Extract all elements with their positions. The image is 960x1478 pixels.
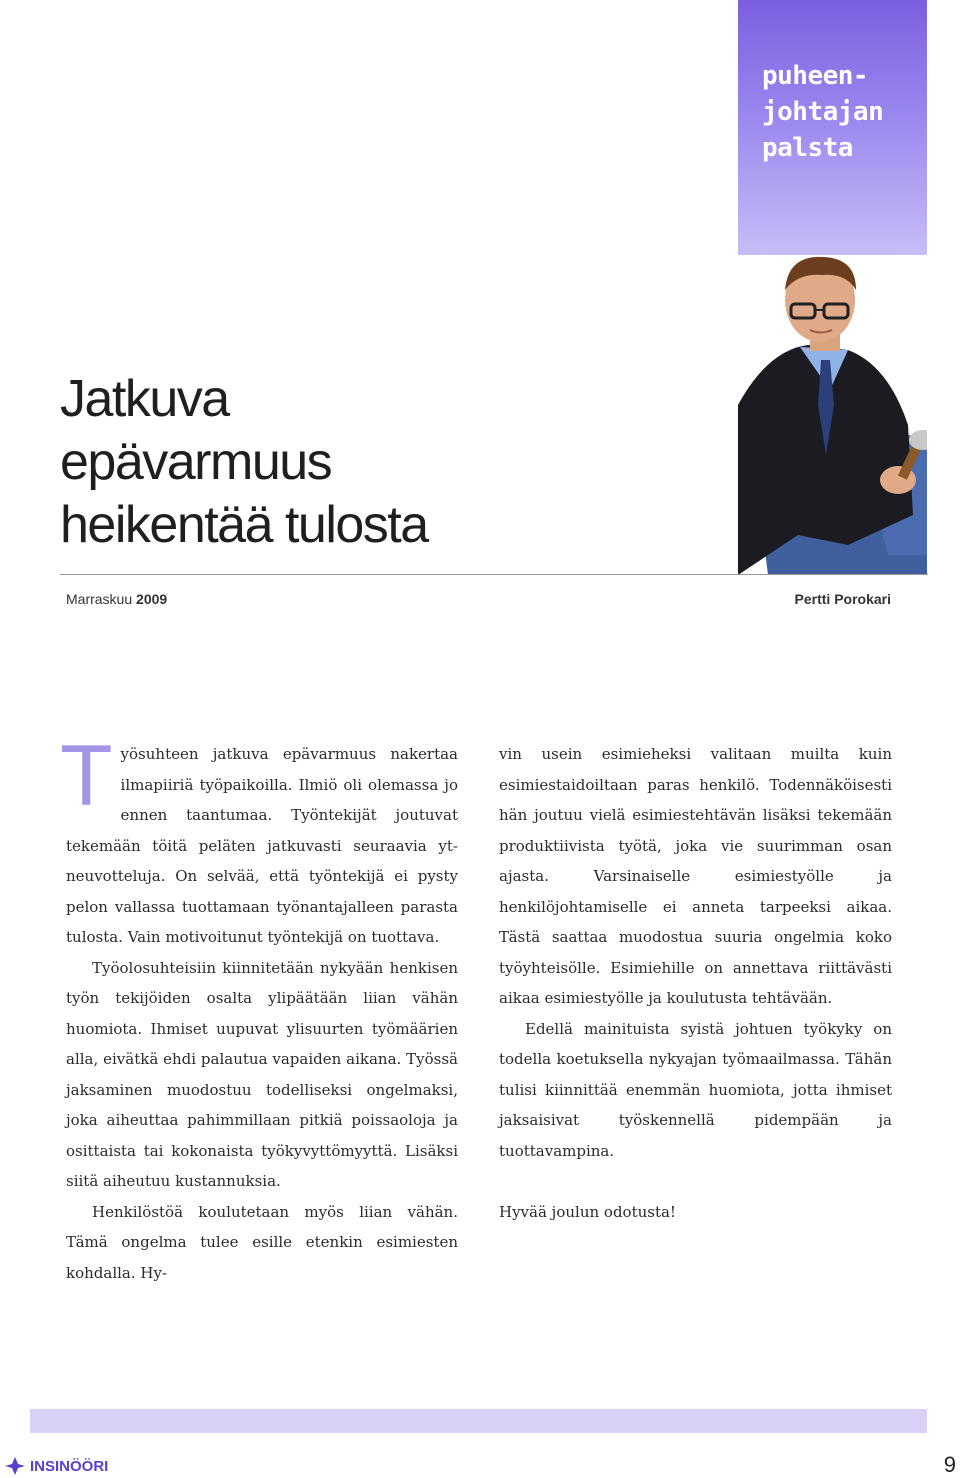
paragraph: Henkilöstöä koulutetaan myös liian vähän. Tämä ongelma tulee esille etenkin esimiesten kohdalla. Hy- [66, 1202, 458, 1282]
author-name: Pertti Porokari [794, 591, 891, 607]
paragraph: Työolosuhteisiin kiinnitetään nykyään henkisen työn tekijöiden osalta ylipäätään liian vähän huomiota. Ihmiset uupuvat ylisuurten työmäärien alla, eivätkä ehdi palautua vapaiden aikana. Työssä jaksaminen muodostuu todelliseksi ongelmaksi, joka aiheuttaa pahimmillaan pitkiä poissaoloja ja osittaista tai kokonaista työkyvyttömyyttä. Lisäksi siitä aiheutuu kustannuksia. [66, 958, 458, 1190]
column-label-line: palsta [762, 133, 853, 163]
article-column-right [499, 739, 892, 1227]
page-number: 9 [943, 1452, 956, 1477]
column-banner [738, 0, 927, 255]
date-month: Marraskuu [66, 591, 133, 607]
portrait-illustration [738, 255, 927, 575]
paragraph [60, 728, 458, 953]
header-divider [60, 574, 928, 575]
logo-mark-icon [4, 1456, 26, 1476]
paragraph: Edellä mainituista syistä johtuen työkyky on todella koetuksella nykyajan työmaailmassa. Tähän tulisi kiinnittää enemmän huomiota, jotta ihmiset jaksaisivat työskennellä pidempään ja tuottavampina. [499, 1019, 892, 1160]
column-label-line: johtajan [762, 97, 884, 127]
author-portrait [738, 255, 927, 575]
column-label [762, 58, 883, 166]
article-headline [60, 368, 700, 557]
headline-line: Jatkuva [60, 370, 229, 428]
magazine-logo [4, 1455, 108, 1477]
magazine-name: INSINÖÖRI [30, 1457, 109, 1475]
footer-bar [30, 1409, 927, 1433]
paragraph: vin usein esimieheksi valitaan muilta kuin esimiestaidoiltaan paras henkilö. Todennäköisesti hän joutuu vielä esimiestehtävän lisäksi tekemään produktiivista työtä, joka vie suurimman osan ajasta. Varsinaiselle esimiestyölle ja henkilöjohtamiselle ei anneta tarpeeksi aikaa. Tästä saattaa muodostua suuria ongelmia koko työyhteisölle. Esimiehille on annettava riittävästi aikaa esimiestyölle ja koulutusta tehtävään. [499, 745, 892, 1007]
date-year: 2009 [136, 591, 168, 607]
headline-line: heikentää tulosta [60, 496, 428, 554]
article-column-left [60, 728, 458, 1288]
paragraph-text: yösuhteen jatkuva epävarmuus nakertaa ilmapiiriä työpaikoilla. Ilmiö oli olemassa jo ennen taantumaa. Työntekijät joutuvat tekemään töitä peläten jatkuvasti seuraavia yt-neuvotteluja. On selvää, että työntekijä ei pysty pelon vallassa tuottamaan työnantajalleen parasta tulosta. Vain motivoitunut työntekijä on tuottava. [66, 745, 458, 946]
publication-date [66, 591, 167, 607]
column-label-line: puheen- [762, 61, 869, 91]
closing-line: Hyvää joulun odotusta! [499, 1202, 676, 1221]
headline-line: epävarmuus [60, 433, 332, 491]
drop-cap: T [60, 728, 113, 824]
